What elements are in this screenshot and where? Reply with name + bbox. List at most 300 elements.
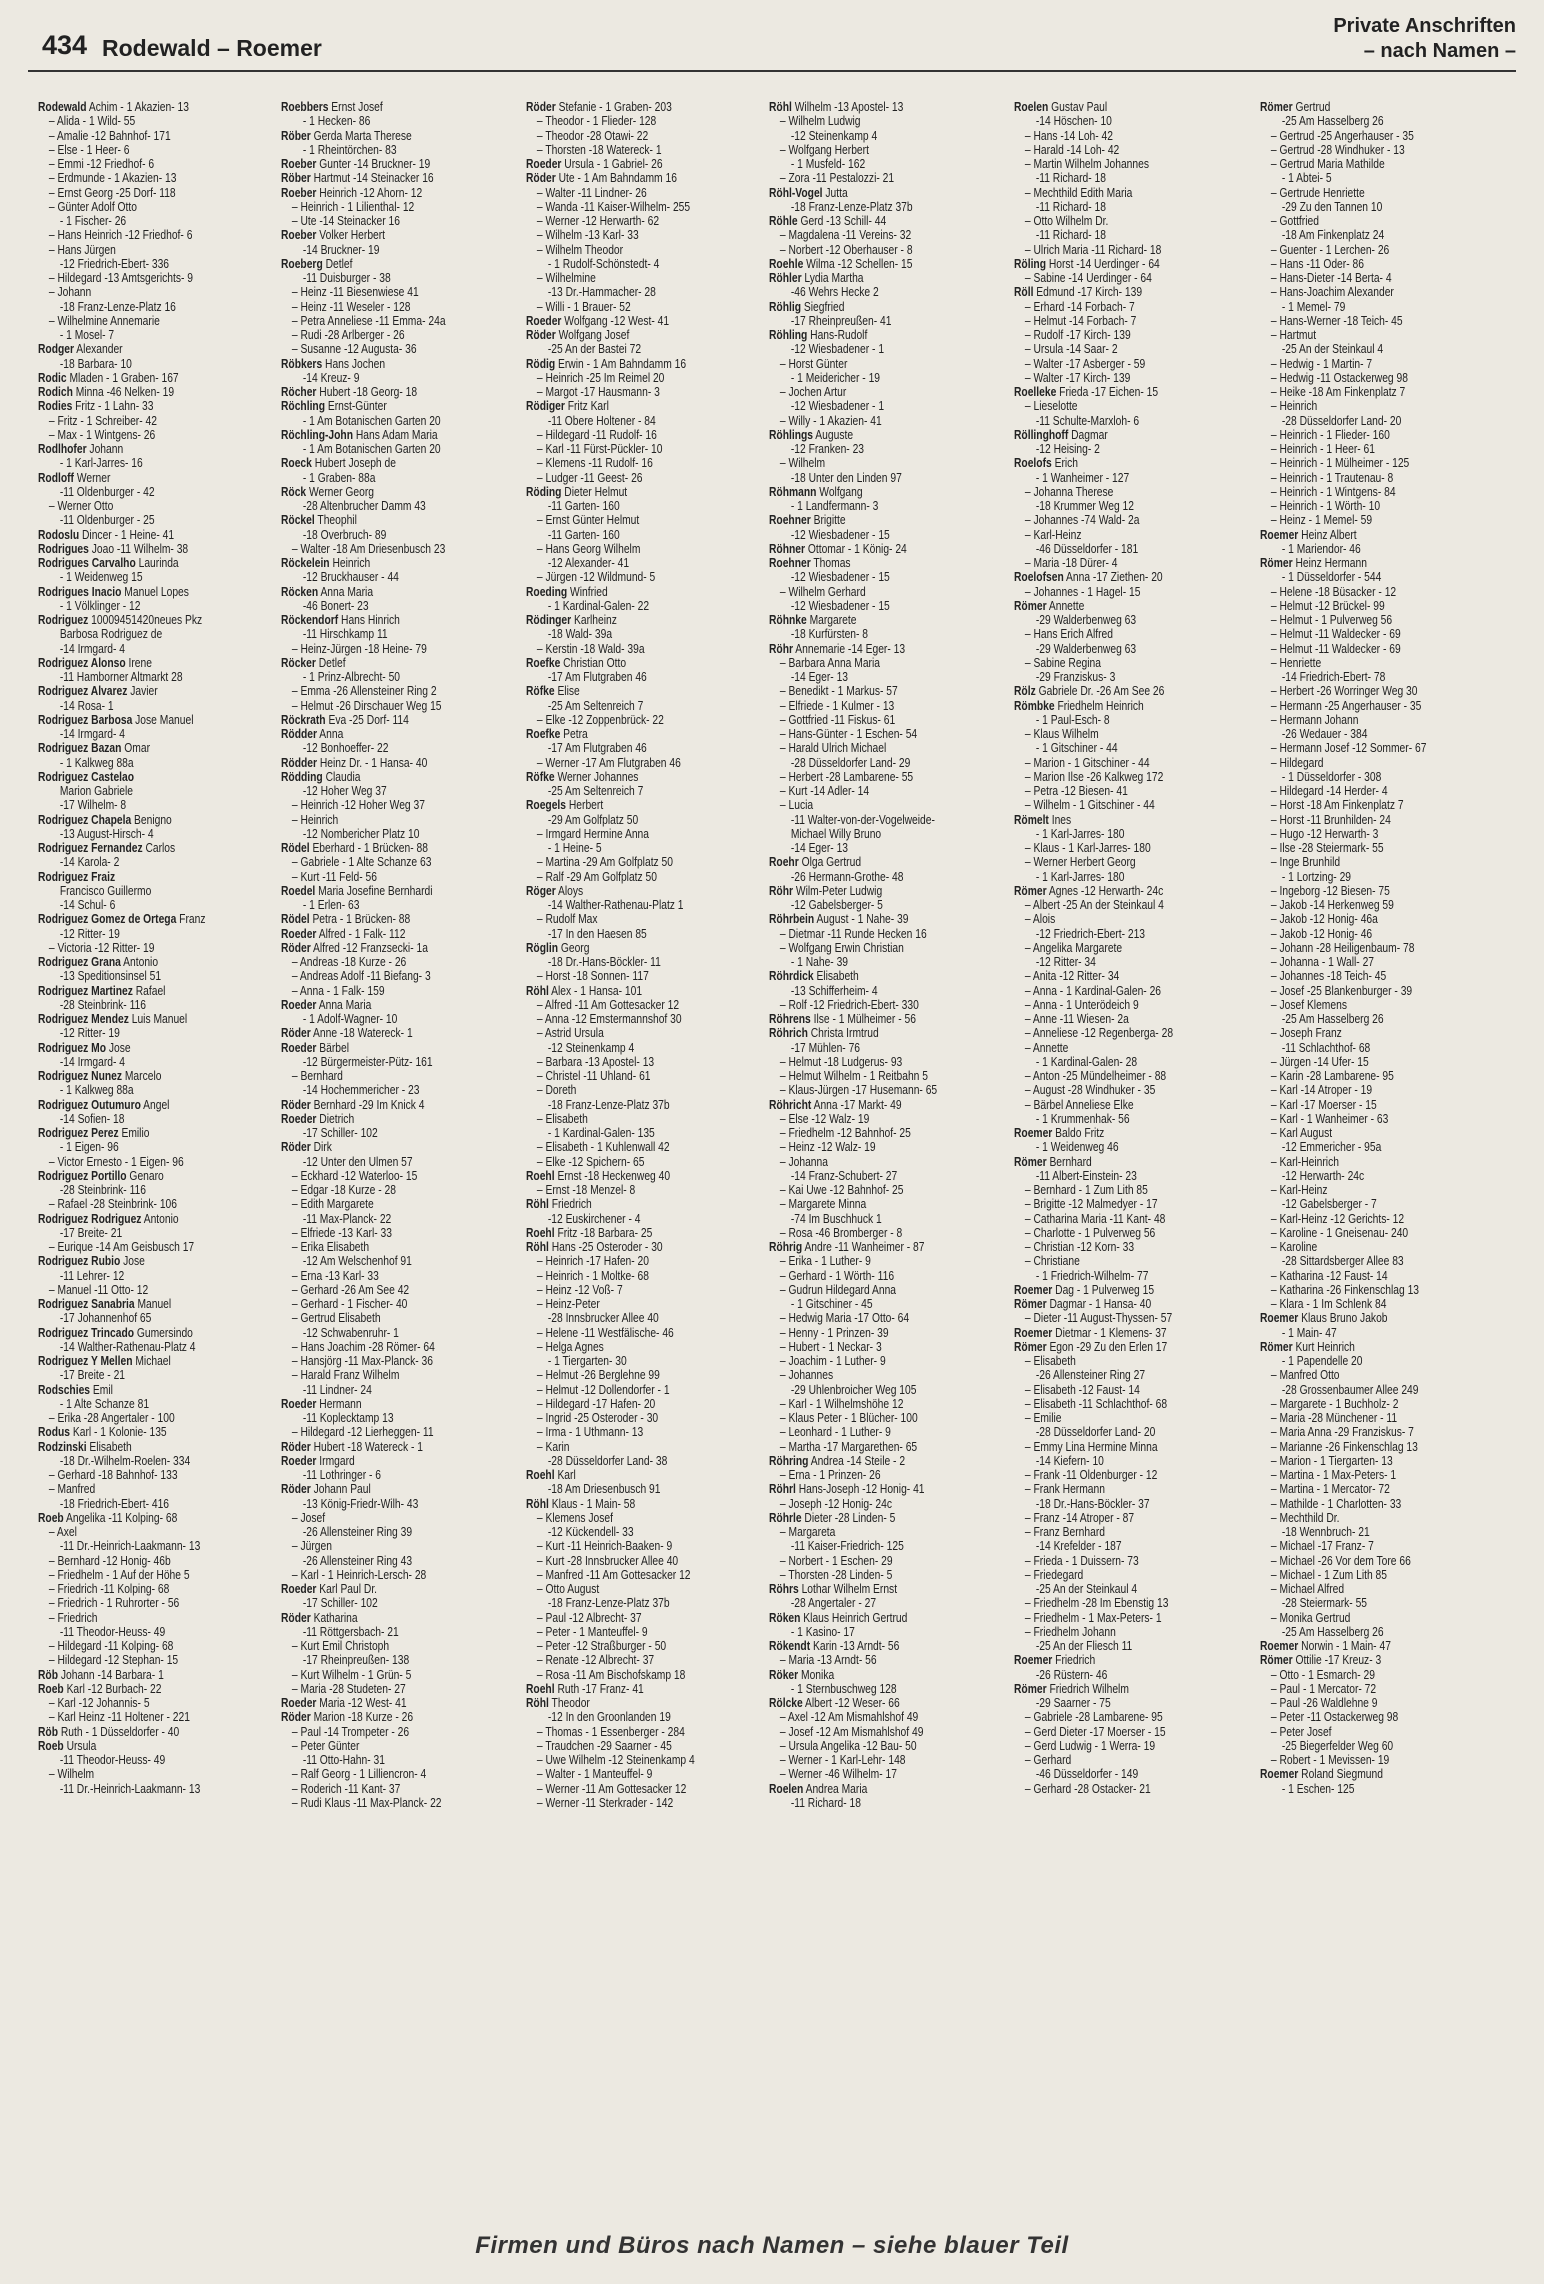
directory-entry: - 1 Am Botanischen Garten 20 xyxy=(302,441,441,456)
directory-entry: -18 Wald- 39a xyxy=(547,626,613,642)
directory-entry: Röder Katharina xyxy=(281,1609,358,1625)
surname: Röder xyxy=(281,939,311,955)
directory-entry: – Ingeborg -12 Biesen- 75 xyxy=(1270,882,1390,898)
directory-entry: -46 Düsseldorfer - 181 xyxy=(1035,540,1139,556)
directory-entry: – Werner Otto xyxy=(48,498,114,513)
directory-entry: -17 Schiller- 102 xyxy=(302,1125,378,1140)
directory-entry: Roemer Baldo Fritz xyxy=(1014,1125,1105,1140)
directory-entry xyxy=(38,770,219,784)
directory-entry: – Klaus Wilhelm xyxy=(1024,726,1099,741)
directory-entry: -11 Schulte-Marxloh- 6 xyxy=(1035,412,1140,428)
directory-entry: Rodriguez Grana Antonio xyxy=(38,954,159,969)
directory-entry: Roemer Klaus Bruno Jakob xyxy=(1260,1310,1388,1326)
directory-columns xyxy=(38,100,1518,2200)
directory-entry: – Heinz - 1 Memel- 59 xyxy=(1270,512,1373,528)
directory-entry: – Maria -18 Dürer- 4 xyxy=(1024,555,1118,570)
directory-entry: - 1 Fischer- 26 xyxy=(59,213,127,228)
directory-entry: Röllinghoff Dagmar xyxy=(1014,426,1108,442)
surname: Roeder xyxy=(281,1452,317,1468)
directory-entry: – Gerhard xyxy=(1024,1752,1072,1767)
directory-entry: – Harald -14 Loh- 42 xyxy=(1024,141,1120,157)
directory-entry: – Roderich -11 Kant- 37 xyxy=(291,1780,401,1796)
directory-entry: – Erdmunde - 1 Akazien- 13 xyxy=(48,170,177,186)
directory-column-4 xyxy=(769,100,950,1810)
directory-entry: - 1 Meidericher - 19 xyxy=(790,369,881,385)
surname: Rödder xyxy=(281,726,318,741)
directory-entry: Römer Annette xyxy=(1014,597,1085,613)
directory-entry: -29 Saarner - 75 xyxy=(1035,1695,1111,1710)
surname: Rodriguez Y Mellen xyxy=(38,1353,133,1368)
directory-entry: Roeder Karl Paul Dr. xyxy=(281,1581,378,1596)
directory-entry: – Monika Gertrud xyxy=(1270,1609,1351,1625)
directory-entry: – Susanne -12 Augusta- 36 xyxy=(291,341,417,357)
directory-entry: Roelofs Erich xyxy=(1014,455,1079,471)
surname: Rodriguez Fernandez xyxy=(38,840,143,855)
directory-entry: -18 Dr.-Hans-Böckler- 37 xyxy=(1035,1495,1150,1511)
directory-entry: – Irma - 1 Uthmann- 13 xyxy=(536,1424,644,1440)
directory-entry: -74 Im Buschhuck 1 xyxy=(790,1210,882,1226)
directory-entry: Roemer Norwin - 1 Main- 47 xyxy=(1260,1638,1391,1653)
directory-entry: – Helene -11 Westfälische- 46 xyxy=(536,1324,674,1340)
directory-entry: – Gerhard -18 Bahnhof- 133 xyxy=(48,1467,178,1482)
directory-entry: – Kurt Emil Christoph xyxy=(291,1638,390,1653)
directory-entry: – Friedrich xyxy=(48,1609,98,1625)
directory-entry: Roeder Alfred - 1 Falk- 112 xyxy=(281,925,406,941)
directory-entry: – Thorsten -28 Linden- 5 xyxy=(779,1566,893,1582)
surname: Rodriguez Fraiz xyxy=(38,868,116,884)
directory-entry: Röfke Elise xyxy=(526,683,580,699)
surname: Roeder xyxy=(281,1039,317,1055)
directory-entry: - 1 Eschen- 125 xyxy=(1281,1780,1355,1796)
directory-entry: – Gabriele - 1 Alte Schanze 63 xyxy=(291,854,432,870)
directory-entry: – Emma -26 Allensteiner Ring 2 xyxy=(291,683,437,699)
directory-entry: Roeck Hubert Joseph de xyxy=(281,455,396,471)
directory-entry: -11 Richard- 18 xyxy=(1035,198,1106,214)
directory-entry: Roehl Ernst -18 Heckenweg 40 xyxy=(526,1167,671,1183)
surname: Röding xyxy=(526,483,562,499)
directory-entry: Rölz Gabriele Dr. -26 Am See 26 xyxy=(1014,683,1165,699)
directory-entry: – Hugo -12 Herwarth- 3 xyxy=(1270,825,1379,841)
surname: Rödding xyxy=(281,768,323,784)
directory-entry: – Ingrid -25 Osteroder - 30 xyxy=(536,1410,659,1425)
surname: Rödig xyxy=(526,355,556,371)
directory-entry: – Harald Ulrich Michael xyxy=(779,740,887,756)
directory-entry: -25 An der Fliesch 11 xyxy=(1035,1638,1133,1653)
directory-entry: – Katharina -26 Finkenschlag 13 xyxy=(1270,1281,1420,1297)
directory-entry: -25 An der Bastei 72 xyxy=(547,341,642,357)
surname: Röhner xyxy=(769,540,806,556)
directory-entry: – Werner -11 Sterkrader - 142 xyxy=(536,1794,674,1810)
directory-entry: -12 Herwarth- 24c xyxy=(1281,1167,1365,1183)
surname: Röhmann xyxy=(769,483,817,499)
directory-entry: Rödiger Fritz Karl xyxy=(526,398,609,414)
surname: Roehl xyxy=(526,1167,555,1183)
directory-entry: Rodriguez Nunez Marcelo xyxy=(38,1068,162,1083)
directory-entry: -12 Wiesbadener - 1 xyxy=(790,398,885,414)
surname: Roelen xyxy=(1014,99,1049,114)
directory-entry: -12 Emmericher - 95a xyxy=(1281,1139,1382,1155)
directory-entry: -28 Sittardsberger Allee 83 xyxy=(1281,1253,1404,1269)
directory-entry: -11 Max-Planck- 22 xyxy=(302,1210,392,1226)
directory-entry: – August -28 Windhuker - 35 xyxy=(1024,1082,1156,1098)
directory-entry: Röling Horst -14 Uerdinger - 64 xyxy=(1014,255,1160,271)
surname: Rodich xyxy=(38,384,73,399)
directory-entry: – Elfriede -13 Karl- 33 xyxy=(291,1224,392,1240)
directory-entry: -13 Speditionsinsel 51 xyxy=(59,968,162,984)
surname: Röhl xyxy=(526,1495,549,1511)
directory-entry: Röber Hartmut -14 Steinacker 16 xyxy=(281,170,434,186)
directory-entry: – Karl -11 Fürst-Pückler- 10 xyxy=(536,441,663,456)
surname: Rodies xyxy=(38,398,73,414)
surname: Roehl xyxy=(526,1224,555,1240)
directory-entry: Roeber Gunter -14 Bruckner- 19 xyxy=(281,156,431,171)
directory-entry: -17 Breite - 21 xyxy=(59,1367,126,1383)
surname: Roemer xyxy=(1260,1638,1299,1653)
directory-entry: – Karoline xyxy=(1270,1239,1318,1254)
directory-entry: -12 Euskirchener - 4 xyxy=(547,1210,641,1226)
directory-entry: – Gerhard - 1 Wörth- 116 xyxy=(779,1267,895,1283)
directory-entry: -18 Dr.-Wilhelm-Roelen- 334 xyxy=(59,1452,191,1468)
directory-entry: – Lieselotte xyxy=(1024,398,1078,414)
directory-entry: Röglin Georg xyxy=(526,939,590,955)
surname: Röhrs xyxy=(769,1581,799,1596)
directory-entry: – Otto - 1 Esmarch- 29 xyxy=(1270,1666,1375,1682)
directory-entry: Röder Johann Paul xyxy=(281,1481,371,1497)
directory-entry: – Peter -11 Ostackerweg 98 xyxy=(1270,1709,1399,1725)
directory-entry: -26 Wedauer - 384 xyxy=(1281,726,1368,741)
directory-entry: – Horst Günter xyxy=(779,355,848,371)
directory-entry: Barbosa Rodriguez de xyxy=(59,626,163,642)
directory-entry: -17 Schiller- 102 xyxy=(302,1595,378,1611)
directory-entry: – Gertrud Maria Mathilde xyxy=(1270,156,1385,171)
surname: Roemer xyxy=(1260,1766,1299,1782)
directory-entry: - 1 Gitschiner - 44 xyxy=(1035,740,1118,756)
directory-entry: Römbke Friedhelm Heinrich xyxy=(1014,697,1144,713)
directory-entry: – Barbara Anna Maria xyxy=(779,654,880,670)
directory-entry: -25 Am Seltenreich 7 xyxy=(547,697,644,713)
surname: Roeder xyxy=(281,996,317,1012)
directory-entry: -11 Kaiser-Friedrich- 125 xyxy=(790,1538,904,1554)
surname: Röhr xyxy=(769,640,794,656)
directory-entry: -17 Wilhelm- 8 xyxy=(59,797,127,813)
directory-entry: – Karl Heinz -11 Holtener - 221 xyxy=(48,1709,190,1725)
surname: Röder xyxy=(526,170,556,186)
directory-entry: -28 Grossenbaumer Allee 249 xyxy=(1281,1381,1419,1397)
directory-entry: Röhl Wilhelm -13 Apostel- 13 xyxy=(769,99,904,114)
surname: Rodzinski xyxy=(38,1438,87,1454)
directory-entry: – Friedrich - 1 Ruhrorter - 56 xyxy=(48,1595,180,1611)
directory-entry: -28 Düsseldorfer Land- 38 xyxy=(547,1452,668,1468)
directory-entry: – Franz -14 Atroper - 87 xyxy=(1024,1509,1135,1525)
directory-entry: Rodriguez Chapela Benigno xyxy=(38,811,172,827)
directory-entry: – Werner -12 Herwarth- 62 xyxy=(536,213,660,228)
directory-entry: – Ulrich Maria -11 Richard- 18 xyxy=(1024,241,1162,257)
directory-entry: -29 Zu den Tannen 10 xyxy=(1281,198,1383,214)
directory-entry: – Otto Wilhelm Dr. xyxy=(1024,213,1109,228)
directory-entry: – Maria -28 Studeten- 27 xyxy=(291,1680,406,1696)
directory-entry: - 1 Kardinal-Galen- 28 xyxy=(1035,1053,1138,1069)
directory-entry: -29 Walderbenweg 63 xyxy=(1035,640,1137,656)
directory-entry: – Karl - 1 Heinrich-Lersch- 28 xyxy=(291,1566,427,1582)
directory-entry: – Joachim - 1 Luther- 9 xyxy=(779,1353,886,1368)
directory-entry: – Gerd Dieter -17 Moerser - 15 xyxy=(1024,1723,1166,1739)
surname: Roehr xyxy=(769,854,799,870)
surname: Roemer xyxy=(1014,1125,1053,1140)
directory-entry: – Willi - 1 Brauer- 52 xyxy=(536,298,631,314)
directory-entry: Rodriguez Bazan Omar xyxy=(38,740,151,756)
directory-entry: Francisco Guillermo xyxy=(59,882,152,898)
directory-entry: Röder Wolfgang Josef xyxy=(526,327,630,342)
surname: Röder xyxy=(281,1609,311,1625)
directory-entry: – Rudi Klaus -11 Max-Planck- 22 xyxy=(291,1794,442,1810)
directory-entry: – Günter Adolf Otto xyxy=(48,198,137,214)
directory-entry: – Gottfried -11 Fiskus- 61 xyxy=(779,711,896,727)
directory-entry: – Hedwig -11 Ostackerweg 98 xyxy=(1270,369,1408,385)
directory-entry: Roeb Angelika -11 Kolping- 68 xyxy=(38,1509,178,1525)
directory-entry: – Werner Herbert Georg xyxy=(1024,854,1136,870)
directory-entry: -11 Theodor-Heuss- 49 xyxy=(59,1752,166,1767)
directory-entry: Röhnke Margarete xyxy=(769,612,857,627)
directory-entry: -28 Steinbrink- 116 xyxy=(59,996,146,1012)
directory-entry: – Karl -12 Johannis- 5 xyxy=(48,1695,150,1710)
directory-entry: -12 Gabelsberger - 7 xyxy=(1281,1196,1377,1212)
directory-entry: -12 Bürgermeister-Pütz- 161 xyxy=(302,1053,433,1069)
surname: Roeber xyxy=(281,184,317,200)
directory-entry: Rodger Alexander xyxy=(38,341,123,357)
directory-entry: -12 Friedrich-Ebert- 336 xyxy=(59,255,170,271)
surname: Röhr xyxy=(769,882,794,898)
directory-entry: – Maria -28 Münchener - 11 xyxy=(1270,1410,1398,1425)
directory-entry: Röhlig Siegfried xyxy=(769,298,845,314)
directory-entry: – Peter - 1 Manteuffel- 9 xyxy=(536,1623,648,1639)
directory-entry: Röhr Annemarie -14 Eger- 13 xyxy=(769,640,906,656)
directory-entry: Röder Dirk xyxy=(281,1139,332,1155)
directory-entry: – Heinrich - 1 Mülheimer - 125 xyxy=(1270,455,1410,471)
surname: Roemer xyxy=(1260,1310,1299,1326)
directory-entry: Römer Bernhard xyxy=(1014,1153,1092,1169)
directory-entry: Rodloff Werner xyxy=(38,469,111,485)
directory-entry: – Horst -18 Am Finkenplatz 7 xyxy=(1270,797,1404,813)
directory-entry: – Herbert -26 Worringer Weg 30 xyxy=(1270,683,1418,699)
directory-entry: – Andreas -18 Kurze - 26 xyxy=(291,954,407,969)
directory-entry: - 1 Landfermann- 3 xyxy=(790,498,879,513)
directory-entry: -25 Biegerfelder Weg 60 xyxy=(1281,1737,1394,1753)
directory-entry: – Peter Günter xyxy=(291,1737,360,1753)
directory-entry: Röb Johann -14 Barbara- 1 xyxy=(38,1666,164,1682)
directory-entry: – Max - 1 Wintgens- 26 xyxy=(48,426,156,442)
surname: Röder xyxy=(281,1481,311,1497)
surname: Röll xyxy=(1014,284,1034,300)
surname: Röckel xyxy=(281,512,315,528)
directory-entry: – Jakob -12 Honig- 46 xyxy=(1270,925,1373,941)
directory-entry: – Bernhard - 1 Zum Lith 85 xyxy=(1024,1182,1148,1197)
surname: Roeder xyxy=(281,1110,317,1126)
directory-entry: Roelofsen Anna -17 Ziethen- 20 xyxy=(1014,569,1163,585)
directory-entry: -11 Theodor-Heuss- 49 xyxy=(59,1623,166,1639)
directory-entry: Röder Stefanie - 1 Graben- 203 xyxy=(526,99,672,114)
directory-entry: -14 Bruckner- 19 xyxy=(302,241,380,257)
directory-entry: -18 Dr.-Hans-Böckler- 11 xyxy=(547,954,661,969)
surname: Roemer xyxy=(1260,526,1299,542)
surname: Rodriguez Outumuro xyxy=(38,1096,141,1112)
directory-entry: -18 Wennbruch- 21 xyxy=(1281,1524,1370,1539)
directory-entry: – Helmut -12 Brückel- 99 xyxy=(1270,597,1385,613)
directory-entry: – Karl-Heinz -12 Gerichts- 12 xyxy=(1270,1210,1405,1226)
directory-entry: – Lucia xyxy=(779,797,814,813)
directory-entry: – Gertrud -25 Angerhauser - 35 xyxy=(1270,127,1414,143)
directory-entry: -12 Bonhoeffer- 22 xyxy=(302,740,389,756)
directory-entry: – Manuel -11 Otto- 12 xyxy=(48,1281,149,1297)
directory-entry: – Andreas Adolf -11 Biefang- 3 xyxy=(291,968,431,984)
directory-entry: – Dietmar -11 Runde Hecken 16 xyxy=(779,925,927,941)
surname: Roehl xyxy=(526,1680,555,1696)
directory-entry: – Petra Anneliese -11 Emma- 24a xyxy=(291,312,446,328)
directory-entry: – Marion Ilse -26 Kalkweg 172 xyxy=(1024,768,1164,784)
directory-entry: – Paul -12 Albrecht- 37 xyxy=(536,1609,642,1625)
directory-entry: – Michael -17 Franz- 7 xyxy=(1270,1538,1374,1554)
directory-entry: -11 Otto-Hahn- 31 xyxy=(302,1752,385,1767)
directory-entry: Roeder Bärbel xyxy=(281,1039,350,1055)
surname: Roeberg xyxy=(281,255,323,271)
directory-entry: – Klaus-Jürgen -17 Husemann- 65 xyxy=(779,1082,938,1098)
directory-entry: -18 Am Finkenplatz 24 xyxy=(1281,227,1385,243)
directory-entry: Rodriguez Rubio Jose xyxy=(38,1253,145,1269)
directory-entry: -11 Garten- 160 xyxy=(547,526,620,542)
directory-entry: – Erika - 1 Luther- 9 xyxy=(779,1253,871,1269)
directory-entry: – Anna - 1 Falk- 159 xyxy=(291,982,385,998)
directory-entry: – Werner - 1 Karl-Lehr- 148 xyxy=(779,1752,906,1767)
directory-entry: Roemer Dag - 1 Pulverweg 15 xyxy=(1014,1281,1155,1297)
directory-entry: – Horst -11 Brunhilden- 24 xyxy=(1270,811,1391,827)
directory-entry: – Heinz -12 Voß- 7 xyxy=(536,1281,623,1297)
surname: Röhrbein xyxy=(769,911,815,927)
directory-entry: Röhl Friedrich xyxy=(526,1196,592,1212)
directory-entry: Röhl-Vogel Jutta xyxy=(769,184,848,200)
directory-entry: Röhrig Andre -11 Wanheimer - 87 xyxy=(769,1239,925,1254)
directory-entry: – Theodor -28 Otawi- 22 xyxy=(536,127,649,143)
directory-entry: – Wolfgang Herbert xyxy=(779,141,869,157)
surname: Rodriguez Castelao xyxy=(38,768,135,784)
directory-entry: – Doreth xyxy=(536,1082,577,1098)
surname: Röck xyxy=(281,483,307,499)
surname: Röbkers xyxy=(281,355,323,371)
surname: Röckelein xyxy=(281,555,330,570)
directory-entry: - 1 Karl-Jarres- 16 xyxy=(59,455,143,471)
directory-entry: -11 Lothringer - 6 xyxy=(302,1467,381,1482)
surname: Röker xyxy=(769,1666,799,1682)
directory-entry: -12 Schwabenruhr- 1 xyxy=(302,1324,399,1340)
directory-entry: -29 Franziskus- 3 xyxy=(1035,669,1116,684)
surname: Rökendt xyxy=(769,1638,811,1653)
surname: Römer xyxy=(1260,1338,1293,1354)
directory-entry: – Astrid Ursula xyxy=(536,1025,604,1041)
directory-entry: – Anne -11 Wiesen- 2a xyxy=(1024,1011,1129,1026)
directory-entry: – Erna - 1 Prinzen- 26 xyxy=(779,1467,881,1482)
directory-entry: – Anna - 1 Kardinal-Galen- 26 xyxy=(1024,982,1162,998)
footer-note: Firmen und Büros nach Namen – siehe blauer Teil xyxy=(475,2232,1069,2259)
directory-entry: – Barbara -13 Apostel- 13 xyxy=(536,1053,655,1069)
directory-entry: Roeber Volker Herbert xyxy=(281,227,386,243)
surname: Roehl xyxy=(526,1467,555,1482)
directory-entry: – Heinrich -25 Im Reimel 20 xyxy=(536,369,665,385)
directory-entry: Michael Willy Bruno xyxy=(790,825,882,841)
directory-entry: – Kurt -11 Feld- 56 xyxy=(291,868,377,884)
directory-entry: -18 Franz-Lenze-Platz 37b xyxy=(790,198,913,214)
directory-entry: Roemer Heinz Albert xyxy=(1260,526,1357,542)
directory-entry: - 1 Wanheimer - 127 xyxy=(1035,469,1130,485)
directory-entry: -11 Röttgersbach- 21 xyxy=(302,1623,399,1639)
directory-entry: Römelt Ines xyxy=(1014,811,1072,827)
directory-entry: – Josef xyxy=(291,1509,326,1525)
surname: Rodriguez Martinez xyxy=(38,982,133,998)
directory-entry: – Heinz -12 Walz- 19 xyxy=(779,1139,876,1155)
directory-entry: Roemer Friedrich xyxy=(1014,1652,1096,1668)
directory-entry: - 1 Völklinger - 12 xyxy=(59,597,141,613)
directory-entry: Rödder Anna xyxy=(281,726,344,741)
surname: Roelofs xyxy=(1014,455,1052,471)
directory-entry: Röken Klaus Heinrich Gertrud xyxy=(769,1609,908,1625)
section-heading-line2: – nach Namen – xyxy=(1363,40,1516,62)
surname: Roebbers xyxy=(281,99,329,114)
directory-entry: -11 Dr.-Heinrich-Laakmann- 13 xyxy=(59,1538,201,1554)
directory-entry: – Johannes xyxy=(779,1367,834,1383)
directory-entry: – Rafael -28 Steinbrink- 106 xyxy=(48,1196,178,1212)
surname: Röhnke xyxy=(769,612,807,627)
directory-entry: -14 Irmgard- 4 xyxy=(59,726,126,741)
directory-entry: – Johanna Therese xyxy=(1024,483,1114,499)
surname: Röhlings xyxy=(769,426,814,442)
directory-entry: – Heinrich - 1 Heer- 61 xyxy=(1270,441,1375,456)
directory-entry: -12 Hoher Weg 37 xyxy=(302,783,387,798)
directory-entry: – Johann xyxy=(48,284,92,300)
directory-entry: Rodriguez Alonso Irene xyxy=(38,654,152,670)
directory-entry: – Sabine Regina xyxy=(1024,654,1101,670)
directory-entry: – Friedhelm - 1 Auf der Höhe 5 xyxy=(48,1566,190,1582)
surname: Röder xyxy=(281,1096,311,1112)
directory-entry: - 1 Weidenweg 15 xyxy=(59,569,143,585)
directory-entry: – Josef Klemens xyxy=(1270,996,1347,1012)
directory-entry: – Wilhelm -13 Karl- 33 xyxy=(536,227,639,243)
directory-entry: – Anna -12 Emstermannshof 30 xyxy=(536,1011,682,1026)
directory-entry: – Helmut -26 Dirschauer Weg 15 xyxy=(291,697,442,713)
directory-entry: – Erika Elisabeth xyxy=(291,1239,370,1254)
directory-entry: -11 Oldenburger - 25 xyxy=(59,512,155,528)
directory-entry: Rodriguez Sanabria Manuel xyxy=(38,1296,172,1311)
directory-entry: -14 Karola- 2 xyxy=(59,854,120,870)
directory-entry: – Rudolf -17 Kirch- 139 xyxy=(1024,327,1131,342)
directory-entry: – Rosa -11 Am Bischofskamp 18 xyxy=(536,1666,686,1682)
directory-entry: – Hermann Josef -12 Sommer- 67 xyxy=(1270,740,1427,756)
directory-entry: – Magdalena -11 Vereins- 32 xyxy=(779,227,912,243)
surname: Rölz xyxy=(1014,683,1036,699)
directory-entry: Röder Hubert -18 Watereck - 1 xyxy=(281,1438,423,1454)
directory-entry: -18 Barbara- 10 xyxy=(59,355,132,371)
surname: Röllinghoff xyxy=(1014,426,1069,442)
directory-entry: -13 Schifferheim- 4 xyxy=(790,982,878,998)
directory-entry: -17 Rheinpreußen- 138 xyxy=(302,1652,410,1668)
directory-entry: – Gertrude Henriette xyxy=(1270,184,1365,200)
directory-entry: – Peter Josef xyxy=(1270,1723,1332,1739)
directory-entry: - 1 Düsseldorfer - 308 xyxy=(1281,768,1382,784)
surname: Römer xyxy=(1014,1338,1047,1354)
surname: Röb xyxy=(38,1666,58,1682)
directory-entry: - 1 Adolf-Wagner- 10 xyxy=(302,1011,398,1026)
directory-entry: -12 Nombericher Platz 10 xyxy=(302,825,420,841)
surname: Römer xyxy=(1260,1652,1293,1668)
directory-entry: – Hans-Günter - 1 Eschen- 54 xyxy=(779,726,918,741)
directory-entry: – Franz Bernhard xyxy=(1024,1524,1105,1539)
directory-entry: – Emilie xyxy=(1024,1410,1062,1425)
